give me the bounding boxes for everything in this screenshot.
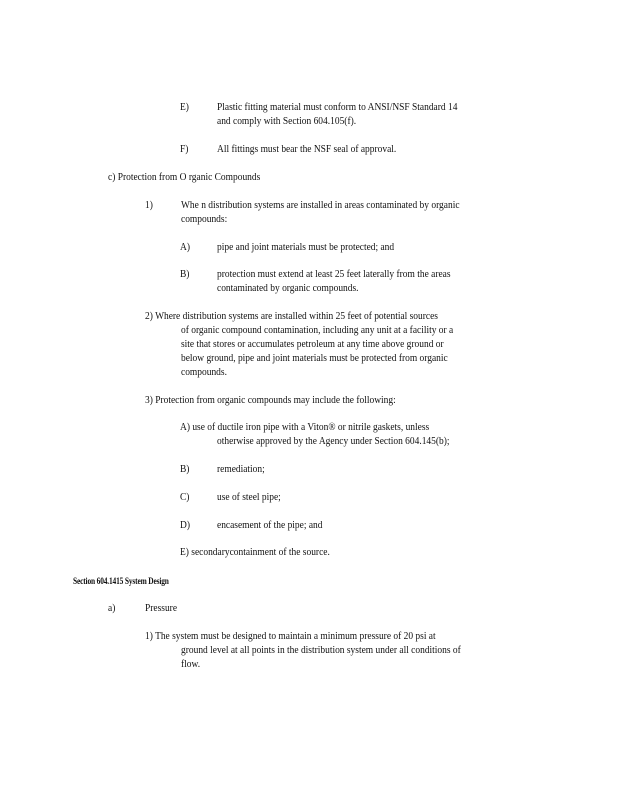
- section-1415-a1-text-line2: ground level at all points in the distribution system under all conditions of: [181, 645, 461, 656]
- item-f-label: F): [180, 144, 189, 155]
- item-c3a-text-line1: A) use of ductile iron pipe with a Viton® or nitrile gaskets, unless: [180, 422, 430, 433]
- item-e-text-line2: and comply with Section 604.105(f).: [217, 116, 357, 127]
- section-c-heading: c) Protection from O rganic Compounds: [108, 172, 261, 183]
- item-c2-text-line4: below ground, pipe and joint materials must be protected from organic: [181, 353, 448, 364]
- item-c3d-label: D): [180, 520, 190, 531]
- section-1415-a-label: a): [108, 603, 116, 614]
- item-e-text-line1: Plastic fitting material must conform to ANSI/NSF Standard 14: [217, 102, 458, 113]
- item-c1b-text-line2: contaminated by organic compounds.: [217, 283, 359, 294]
- item-c1-text-line1: Whe n distribution systems are installed in areas contaminated by organic: [181, 200, 460, 211]
- item-e-label: E): [180, 102, 189, 113]
- section-1415-heading: Section 604.1415 System Design: [73, 577, 169, 587]
- item-c2-text-line5: compounds.: [181, 367, 227, 378]
- item-c3c-text: use of steel pipe;: [217, 492, 281, 503]
- item-c2-text-line1: 2) Where distribution systems are installed within 25 feet of potential sources: [145, 311, 438, 322]
- item-c1-text-line2: compounds:: [181, 214, 228, 225]
- item-c3a-text-line2: otherwise approved by the Agency under Section 604.145(b);: [217, 436, 450, 447]
- item-f-text: All fittings must bear the NSF seal of approval.: [217, 144, 397, 155]
- item-c3e-text: E) secondarycontainment of the source.: [180, 547, 330, 558]
- item-c3b-text: remediation;: [217, 464, 265, 475]
- item-c1b-label: B): [180, 269, 190, 280]
- section-1415-a1-text-line1: 1) The system must be designed to maintain a minimum pressure of 20 psi at: [145, 631, 436, 642]
- item-c1b-text-line1: protection must extend at least 25 feet laterally from the areas: [217, 269, 451, 280]
- item-c3c-label: C): [180, 492, 190, 503]
- section-1415-a1-text-line3: flow.: [181, 659, 201, 670]
- item-c2-text-line3: site that stores or accumulates petroleum at any time above ground or: [181, 339, 444, 350]
- item-c1a-label: A): [180, 242, 190, 253]
- item-c2-text-line2: of organic compound contamination, including any unit at a facility or a: [181, 325, 454, 336]
- section-1415-a-title: Pressure: [145, 603, 178, 614]
- item-c3b-label: B): [180, 464, 190, 475]
- item-c3-heading: 3) Protection from organic compounds may include the following:: [145, 395, 396, 406]
- item-c1-label: 1): [145, 200, 153, 211]
- item-c3d-text: encasement of the pipe; and: [217, 520, 323, 531]
- item-c1a-text: pipe and joint materials must be protected; and: [217, 242, 395, 253]
